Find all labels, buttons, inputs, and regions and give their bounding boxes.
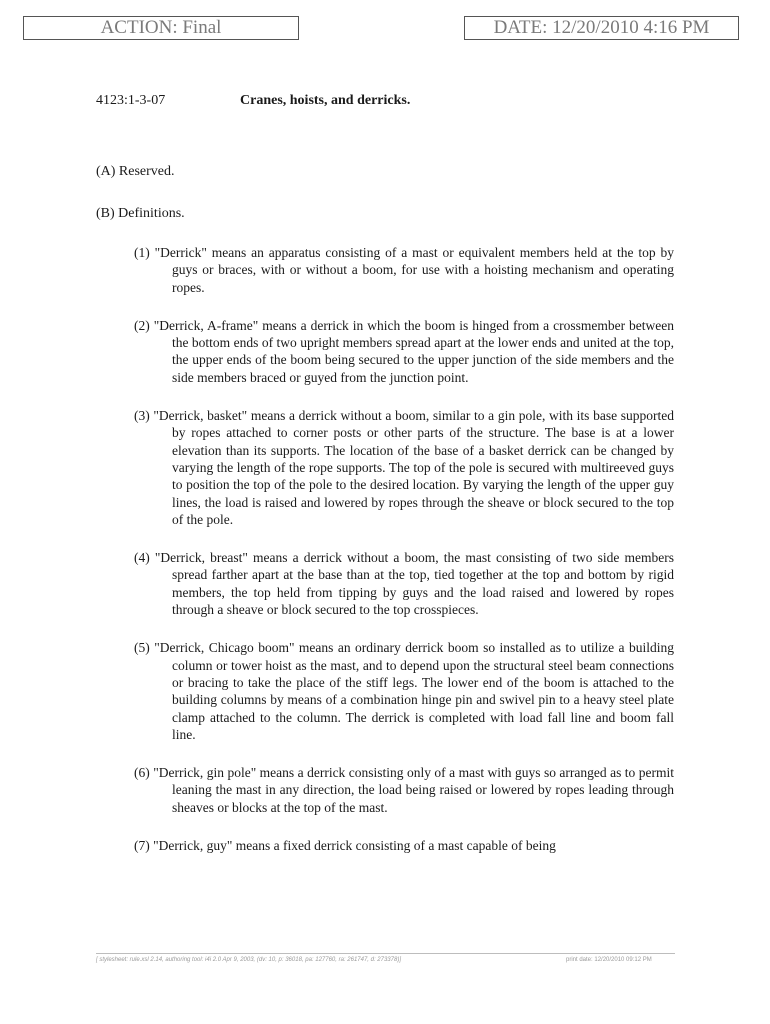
section-b-definitions: (B) Definitions. xyxy=(96,206,185,221)
definitions-list xyxy=(134,244,674,854)
definition-derrick-guy: (7) "Derrick, guy" means a fixed derrick consisting of a mast capable of being xyxy=(134,838,556,854)
definition-derrick-chicago-boom: (5) "Derrick, Chicago boom" means an ordinary derrick boom so installed as to utilize a building column or tower hoist as the mast, and to depend upon the structural steel beam connections or bracing to take the place of the stiff legs. The lower end of the boom is attached to the building columns by means of a combination hinge pin and swivel pin to a heavy steel plate clamp attached to the column. The derrick is completed with load fall line and boom fall line. xyxy=(134,640,674,742)
definition-derrick-breast: (4) "Derrick, breast" means a derrick without a boom, the mast consisting of two side members spread farther apart at the base than at the top, tied together at the top and bottom by rigid members, the top held from tipping by guys and the load raised and lowered by ropes through a sheave or block secured to the top crosspieces. xyxy=(134,550,674,618)
rule-title: Cranes, hoists, and derricks. xyxy=(240,93,411,108)
action-status-box: ACTION: Final xyxy=(23,16,299,40)
rule-number: 4123:1-3-07 xyxy=(96,93,166,108)
action-date-box: DATE: 12/20/2010 4:16 PM xyxy=(464,16,739,40)
footer-print-date: print date: 12/20/2010 09:12 PM xyxy=(566,957,652,963)
definition-derrick-gin-pole: (6) "Derrick, gin pole" means a derrick consisting only of a mast with guys so arranged as to permit leaning the mast in any direction, the load being raised or lowered by ropes leading through sheaves or blocks at the top of the mast. xyxy=(134,765,674,815)
footer-stylesheet-info: [ stylesheet: rule.xsl 2.14, authoring tool: i4i 2.0 Apr 9, 2003, (dv: 10, p: 36018, pa: 127760, ra: 261747, d: 273378)] xyxy=(96,957,401,963)
footer-divider xyxy=(96,953,675,954)
definition-derrick-basket: (3) "Derrick, basket" means a derrick without a boom, similar to a gin pole, with its base supported by ropes attached to corner posts or other parts of the structure. The base is at a lower elevation than its supports. The location of the base of a basket derrick can be changed by varying the length of the rope supports. The top of the pole is secured with multireeved guys to position the top of the pole to the desired location. By varying the length of the upper guy lines, the load is raised and lowered by ropes through the sheave or block secured to the top of the pole. xyxy=(134,408,674,527)
definition-derrick-a-frame: (2) "Derrick, A-frame" means a derrick in which the boom is hinged from a crossmember between the bottom ends of two upright members spread apart at the lower ends and united at the top, the upper ends of the boom being secured to the upper junction of the side members and the side members braced or guyed from the junction point. xyxy=(134,317,674,385)
definition-derrick: (1) "Derrick" means an apparatus consisting of a mast or equivalent members held at the top by guys or braces, with or without a boom, for use with a hoisting mechanism and operating ropes. xyxy=(134,245,674,295)
section-a-reserved: (A) Reserved. xyxy=(96,164,175,179)
